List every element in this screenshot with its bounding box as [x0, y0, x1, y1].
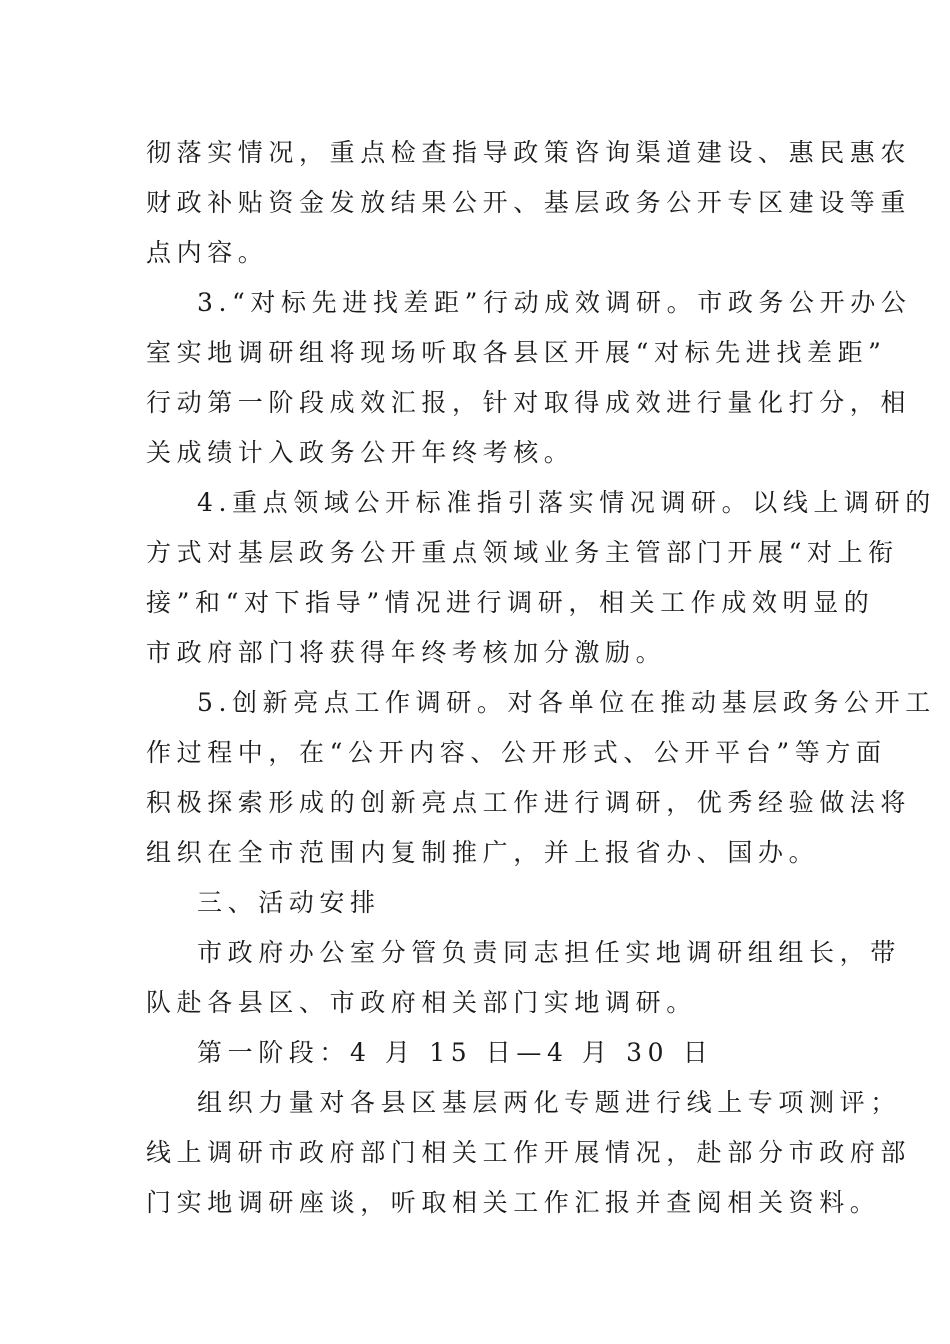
text-line: 点内容。 [146, 238, 269, 267]
text-line: 市政府办公室分管负责同志担任实地调研组组长，带 [197, 938, 901, 967]
text-line: 市政府部门将获得年终考核加分激励。 [146, 638, 667, 667]
text-line: 积极探索形成的创新亮点工作进行调研，优秀经验做法将 [146, 788, 912, 817]
text-line: 关成绩计入政务公开年终考核。 [146, 438, 575, 467]
text-line: 组织力量对各县区基层两化专题进行线上专项测评； [197, 1088, 901, 1117]
text-line: 室实地调研组将现场听取各县区开展“对标先进找差距” [146, 338, 887, 367]
text-line: 行动第一阶段成效汇报，针对取得成效进行量化打分，相 [146, 388, 912, 417]
text-line: 作过程中，在“公开内容、公开形式、公开平台”等方面 [146, 738, 887, 767]
section-item-4: 4.重点领域公开标准指引落实情况调研。以线上调研的 [197, 488, 936, 517]
section-heading: 三、活动安排 [197, 888, 381, 917]
phase-heading: 第一阶段：4 月 15 日—4 月 30 日 [197, 1038, 714, 1067]
text-line: 彻落实情况，重点检查指导政策咨询渠道建设、惠民惠农 [146, 138, 912, 167]
text-line: 组织在全市范围内复制推广，并上报省办、国办。 [146, 838, 820, 867]
text-line: 方式对基层政务公开重点领域业务主管部门开展“对上衔 [146, 538, 899, 567]
text-line: 财政补贴资金发放结果公开、基层政务公开专区建设等重 [146, 188, 912, 217]
text-line: 队赴各县区、市政府相关部门实地调研。 [146, 988, 697, 1017]
section-item-5: 5.创新亮点工作调研。对各单位在推动基层政务公开工 [197, 688, 936, 717]
text-line: 线上调研市政府部门相关工作开展情况，赴部分市政府部 [146, 1138, 912, 1167]
text-line: 门实地调研座谈，听取相关工作汇报并查阅相关资料。 [146, 1188, 881, 1217]
section-item-3: 3.“对标先进找差距”行动成效调研。市政务公开办公 [197, 288, 912, 317]
document-body [146, 128, 936, 1228]
text-line: 接”和“对下指导”情况进行调研，相关工作成效明显的 [146, 588, 875, 617]
